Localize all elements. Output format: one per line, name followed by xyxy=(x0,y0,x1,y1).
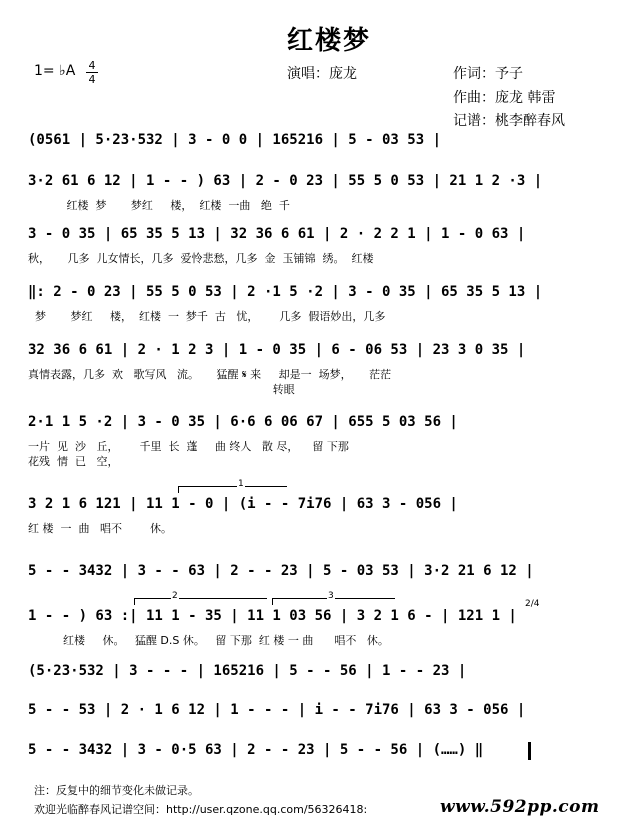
time-signature-top: 4 xyxy=(88,59,96,72)
lyric-row: 红楼 梦 梦红 楼， 红楼 一曲 绝 千 xyxy=(28,199,290,212)
lyricist-credit: 作词：予子 xyxy=(453,66,523,82)
lyric-row: 秋， 几多 儿女情长，几多 爱怜悲愁，几多 金 玉铺锦 绣。 红楼 xyxy=(28,252,374,265)
lyric-row: 转眼 xyxy=(28,383,295,396)
notation-row: ‖: 2 - 0 23 | 55 5 0 53 | 2 ·1 5 ·2 | 3 - 0 35 | 65 35 5 13 | xyxy=(28,284,543,300)
notation-row: 3 2 1 6 121 | 11 1 - 0 | (i - - 7i76 | 63 3 - 056 | xyxy=(28,496,458,512)
notation-row: 1 - - ) 63 :| 11 1 - 35 | 11 1 03 56 | 3 2 1 6 - | 121 1 | xyxy=(28,608,517,624)
notation-row: 5 - - 3432 | 3 - 0·5 63 | 2 - - 23 | 5 - - 56 | (……) ‖ xyxy=(28,742,484,758)
notation-row: 3 - 0 35 | 65 35 5 13 | 32 36 6 61 | 2 · 2 2 1 | 1 - 0 63 | xyxy=(28,226,526,242)
notation-row: (0561 | 5·23·532 | 3 - 0 0 | 165216 | 5 - 03 53 | xyxy=(28,132,442,148)
notation-row: 5 - - 3432 | 3 - - 63 | 2 - - 23 | 5 - 03 53 | 3·2 21 6 12 | xyxy=(28,563,534,579)
time-change-mark: 2/4 xyxy=(525,599,540,609)
singer-credit: 演唱：庞龙 xyxy=(287,66,357,82)
key-signature: 1= ♭A xyxy=(34,63,76,79)
song-title: 红楼梦 xyxy=(287,26,372,56)
ending-bracket-3 xyxy=(272,591,395,605)
footer-welcome: 欢迎光临醉春风记谱空间：http://user.qzone.qq.com/56326418: xyxy=(34,803,368,816)
notation-row: (5·23·532 | 3 - - - | 165216 | 5 - - 56 | 1 - - 23 | xyxy=(28,663,467,679)
lyric-row: 真情表露，几多 欢 歌写风 流。 猛醒 𝄋 来 却是一 场梦， 茫茫 xyxy=(28,368,392,381)
notation-row: 32 36 6 61 | 2 · 1 2 3 | 1 - 0 35 | 6 - 06 53 | 23 3 0 35 | xyxy=(28,342,526,358)
notation-row: 2·1 1 5 ·2 | 3 - 0 35 | 6·6 6 06 67 | 655 5 03 56 | xyxy=(28,414,458,430)
final-barline xyxy=(528,742,531,760)
lyric-row: 梦 梦红 楼， 红楼 一 梦千 古 忧， 几多 假语妙出，几多 xyxy=(28,310,386,323)
notation-row: 3·2 61 6 12 | 1 - - ) 63 | 2 - 0 23 | 55 5 0 53 | 21 1 2 ·3 | xyxy=(28,173,543,189)
site-watermark: www.592pp.com xyxy=(440,797,600,817)
notation-row: 5 - - 53 | 2 · 1 6 12 | 1 - - - | i - - 7i76 | 63 3 - 056 | xyxy=(28,702,526,718)
lyric-row: 红 楼 一 曲 唱不 休。 xyxy=(28,522,172,535)
time-signature xyxy=(86,60,98,85)
ending-number-2: 2 xyxy=(172,591,178,601)
lyric-row: 花残 情 已 空， xyxy=(28,455,119,468)
ending-bracket-1 xyxy=(178,479,287,493)
time-signature-bottom: 4 xyxy=(88,73,96,86)
lyric-row: 红楼 休。 猛醒 D.S 休。 留 下那 红 楼 一 曲 唱不 休。 xyxy=(28,634,389,647)
lyric-row: 一片 见 沙 丘， 千里 长 蓬 曲 终人 散 尽， 留 下那 xyxy=(28,440,349,453)
transcriber-credit: 记谱：桃李醉春风 xyxy=(453,113,565,129)
footer-note: 注：反复中的细节变化未做记录。 xyxy=(34,784,199,797)
ending-bracket-2 xyxy=(134,591,267,605)
ending-number-1: 1 xyxy=(238,479,244,489)
ending-number-3: 3 xyxy=(328,591,334,601)
composer-credit: 作曲：庞龙 韩雷 xyxy=(453,90,556,106)
